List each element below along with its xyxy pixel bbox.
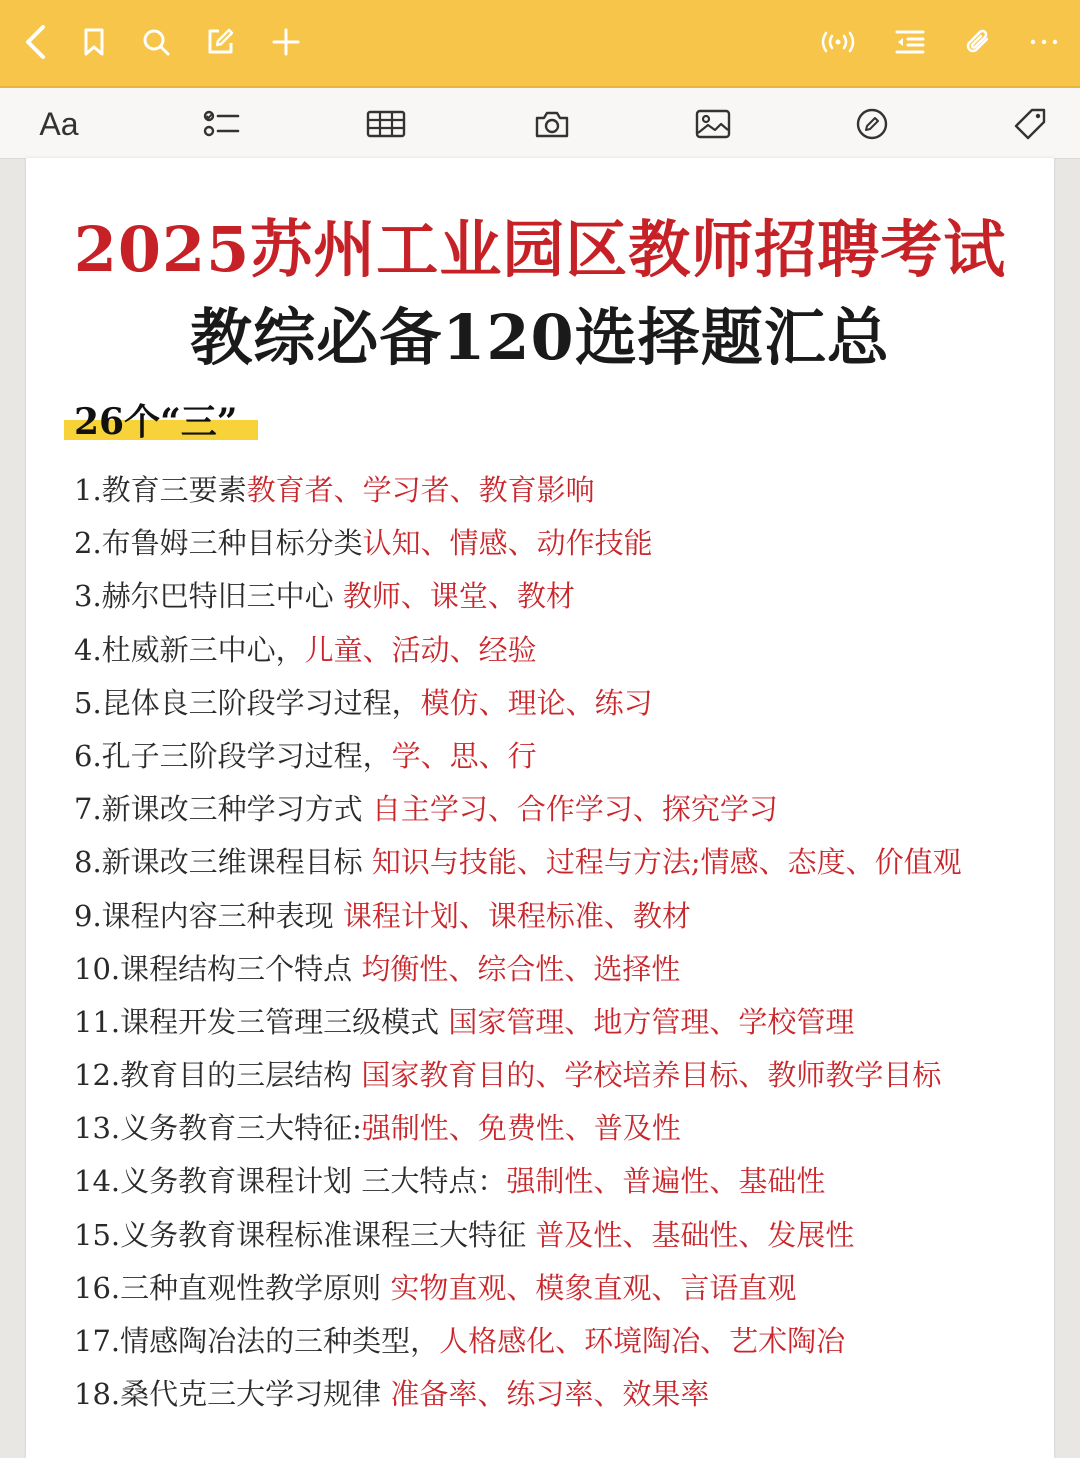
indent-list-icon[interactable]	[890, 22, 930, 62]
item-answer: 教育者、学习者、教育影响	[246, 473, 595, 507]
search-icon[interactable]	[136, 22, 176, 62]
item-question: 9.课程内容三种表现	[74, 898, 343, 933]
font-format-label: Aa	[39, 105, 79, 142]
list-item	[74, 1155, 1034, 1208]
audio-wave-icon[interactable]	[818, 22, 858, 62]
attachment-icon[interactable]	[958, 22, 998, 62]
question-list	[74, 464, 1034, 1421]
item-answer: 强制性、普遍性、基础性	[506, 1164, 826, 1199]
item-answer: 教师、课堂、教材	[342, 579, 575, 614]
note-title-line1: 2025苏州工业园区教师招聘考试	[73, 213, 1007, 286]
item-question: 5.昆体良三阶段学习过程，	[74, 685, 421, 720]
item-question: 11.课程开发三管理三级模式	[74, 1004, 449, 1039]
item-question: 3.赫尔巴特旧三中心	[74, 579, 343, 614]
item-question: 10.课程结构三个特点	[74, 951, 362, 986]
list-item	[74, 996, 1034, 1049]
list-item	[74, 517, 1034, 570]
item-answer: 课程计划、课程标准、教材	[342, 898, 691, 933]
item-answer: 模仿、理论、练习	[420, 685, 653, 720]
item-answer: 知识与技能、过程与方法;情感、态度、价值观	[371, 845, 962, 880]
list-item	[74, 1102, 1034, 1155]
camera-icon[interactable]	[530, 102, 574, 146]
section-heading	[64, 394, 258, 442]
list-item	[74, 943, 1034, 996]
item-question: 1.教育三要素	[74, 473, 247, 507]
list-item	[74, 624, 1034, 677]
item-answer: 普及性、基础性、发展性	[535, 1217, 855, 1252]
item-question: 14.义务教育课程计划 三大特点：	[74, 1164, 507, 1199]
list-item	[74, 570, 1034, 623]
item-answer: 认知、情感、动作技能	[362, 526, 653, 561]
item-answer: 人格感化、环境陶冶、艺术陶冶	[439, 1324, 846, 1358]
item-question: 18.桑代克三大学习规律	[74, 1377, 391, 1412]
list-item	[74, 464, 1034, 517]
item-question: 12.教育目的三层结构	[74, 1058, 362, 1093]
list-item	[74, 890, 1034, 943]
item-question: 2.布鲁姆三种目标分类	[74, 526, 363, 561]
item-question: 16.三种直观性教学原则	[74, 1270, 391, 1305]
item-answer: 国家教育目的、学校培养目标、教师教学目标	[361, 1058, 942, 1093]
item-answer: 强制性、免费性、普及性	[361, 1111, 681, 1146]
section-heading-text: 26个“三”	[74, 401, 238, 443]
item-question: 4.杜威新三中心，	[74, 632, 305, 667]
font-format-button[interactable]	[34, 102, 84, 146]
item-answer: 实物直观、模象直观、言语直观	[390, 1270, 797, 1305]
list-item	[74, 783, 1034, 836]
item-question: 17.情感陶冶法的三种类型，	[74, 1324, 440, 1358]
item-answer: 学、思、行	[391, 738, 537, 773]
tag-icon[interactable]	[1008, 102, 1052, 146]
note-title-line2: 教综必备120选择题汇总	[190, 301, 890, 374]
back-icon[interactable]	[16, 22, 56, 62]
item-question: 13.义务教育三大特征:	[74, 1111, 362, 1146]
list-item	[74, 836, 1034, 889]
list-item	[74, 1209, 1034, 1262]
list-item	[74, 1262, 1034, 1315]
item-question: 15.义务教育课程标准课程三大特征	[74, 1217, 536, 1252]
list-item	[74, 1315, 1034, 1368]
list-item	[74, 1368, 1034, 1421]
top-navigation-bar	[0, 0, 1080, 86]
plus-icon[interactable]	[266, 22, 306, 62]
list-item	[74, 730, 1034, 783]
item-answer: 儿童、活动、经验	[304, 632, 537, 667]
item-answer: 国家管理、地方管理、学校管理	[448, 1004, 855, 1039]
item-answer: 准备率、练习率、效果率	[390, 1377, 710, 1412]
edit-icon[interactable]	[200, 22, 240, 62]
list-item	[74, 677, 1034, 730]
item-question: 6.孔子三阶段学习过程，	[74, 738, 392, 773]
formatting-toolbar	[0, 88, 1080, 159]
bookmark-icon[interactable]	[74, 22, 114, 62]
checklist-icon[interactable]	[200, 102, 244, 146]
image-icon[interactable]	[691, 102, 735, 146]
item-question: 8.新课改三维课程目标	[74, 845, 372, 880]
more-icon[interactable]	[1024, 22, 1064, 62]
list-item	[74, 1049, 1034, 1102]
item-answer: 均衡性、综合性、选择性	[361, 951, 681, 986]
item-question: 7.新课改三种学习方式	[74, 792, 372, 827]
note-page[interactable]	[26, 158, 1054, 1458]
table-icon[interactable]	[364, 102, 408, 146]
item-answer: 自主学习、合作学习、探究学习	[371, 792, 778, 827]
pen-circle-icon[interactable]	[850, 102, 894, 146]
